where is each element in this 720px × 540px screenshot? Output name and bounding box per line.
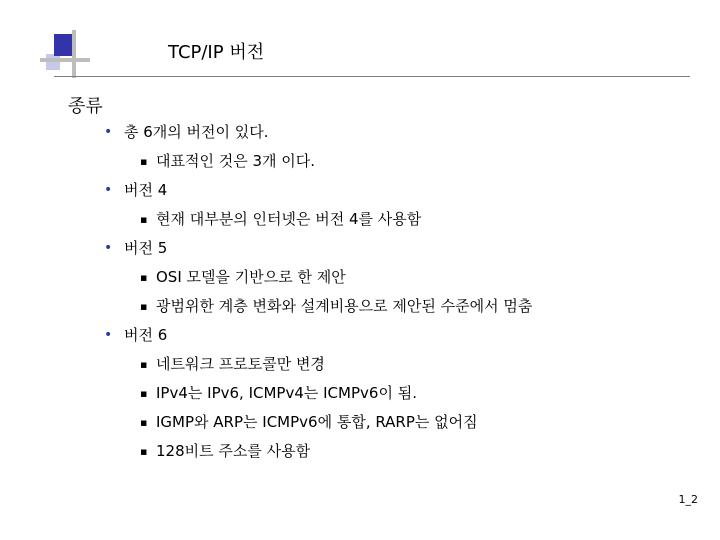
logo-light-square [46, 54, 60, 70]
bullet-item [0, 176, 720, 205]
bullet-text: 버전 6 [124, 326, 168, 344]
sub-bullet-item [0, 350, 720, 379]
square-bullet-icon: ▪ [140, 271, 148, 284]
slide-title: TCP/IP 버전 [168, 42, 265, 63]
logo-horizontal-line [40, 58, 90, 62]
bullet-text: 버전 4 [124, 181, 168, 199]
page-number: 1_2 [678, 493, 698, 506]
bullet-text: IGMP와 ARP는 ICMPv6에 통합, RARP는 없어짐 [156, 413, 478, 431]
bullet-text: OSI 모델을 기반으로 한 제안 [156, 268, 346, 286]
bullet-text: 현재 대부분의 인터넷은 버전 4를 사용함 [156, 210, 422, 228]
square-bullet-icon: ▪ [140, 387, 148, 400]
sub-bullet-item [0, 205, 720, 234]
bullet-marker-icon: • [104, 124, 113, 140]
title-rule [54, 76, 690, 77]
bullet-marker-icon: • [104, 182, 113, 198]
slide-heading: 종류 [68, 96, 103, 117]
sub-bullet-item [0, 147, 720, 176]
bullet-text: 대표적인 것은 3개 이다. [156, 152, 316, 170]
sub-bullet-item [0, 408, 720, 437]
square-bullet-icon: ▪ [140, 300, 148, 313]
square-bullet-icon: ▪ [140, 445, 148, 458]
bullet-item [0, 118, 720, 147]
slide-logo-decoration [40, 28, 90, 80]
logo-vertical-line [72, 30, 76, 78]
bullet-text: IPv4는 IPv6, ICMPv4는 ICMPv6이 됨. [156, 384, 417, 402]
square-bullet-icon: ▪ [140, 213, 148, 226]
bullet-text: 128비트 주소를 사용함 [156, 442, 311, 460]
sub-bullet-item [0, 379, 720, 408]
bullet-marker-icon: • [104, 240, 113, 256]
square-bullet-icon: ▪ [140, 155, 148, 168]
bullet-marker-icon: • [104, 327, 113, 343]
bullet-item [0, 321, 720, 350]
sub-bullet-item [0, 437, 720, 466]
bullet-item [0, 234, 720, 263]
bullet-text: 네트워크 프로토콜만 변경 [156, 355, 325, 373]
sub-bullet-item [0, 292, 720, 321]
logo-blue-square [54, 34, 74, 56]
sub-bullet-item [0, 263, 720, 292]
bullet-text: 광범위한 계층 변화와 설계비용으로 제안된 수준에서 멈춤 [156, 297, 533, 315]
square-bullet-icon: ▪ [140, 358, 148, 371]
square-bullet-icon: ▪ [140, 416, 148, 429]
bullet-text: 버전 5 [124, 239, 168, 257]
bullet-text: 총 6개의 버전이 있다. [124, 123, 269, 141]
bullet-list [0, 118, 720, 466]
